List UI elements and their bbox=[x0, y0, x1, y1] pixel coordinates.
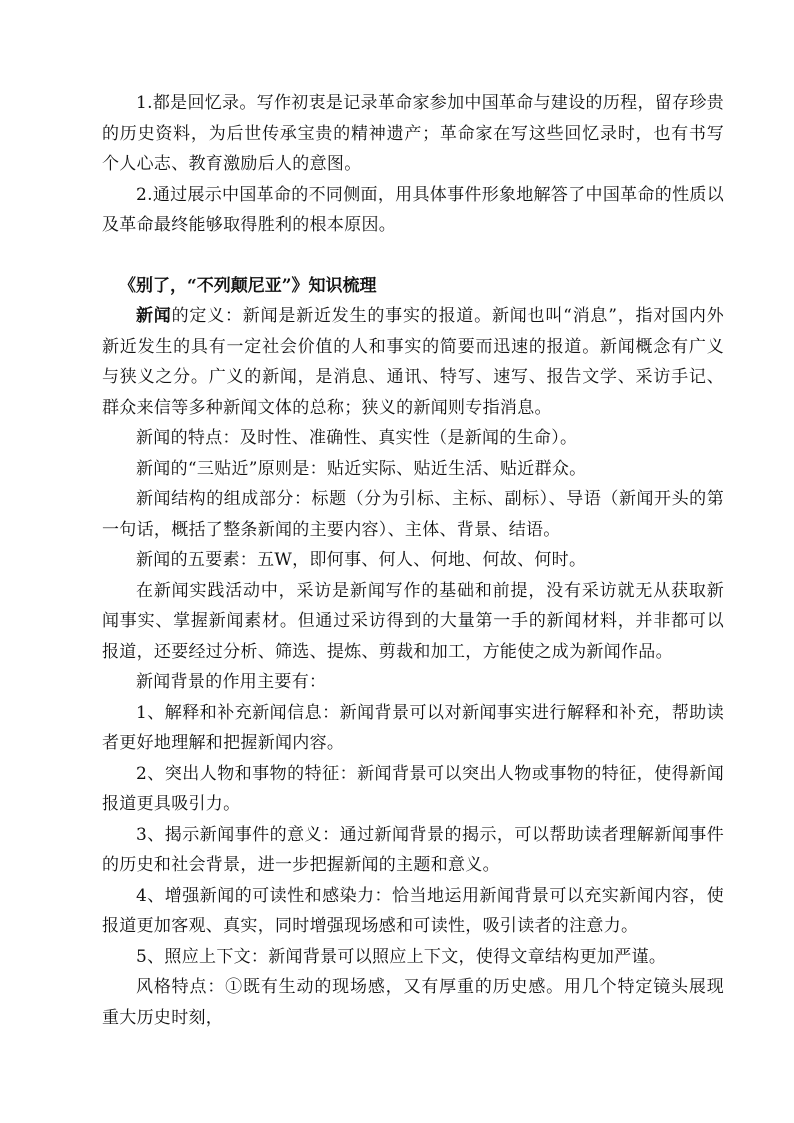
interview-paragraph: 在新闻实践活动中，采访是新闻写作的基础和前提，没有采访就无从获取新闻事实、掌握新闻素材。但通过采访得到的大量第一手的新闻材料，并非都可以报道，还要经过分析、筛选、提炼、剪裁和加工，方能使之成为新闻作品。 bbox=[102, 580, 724, 662]
news-definition-paragraph bbox=[102, 301, 724, 423]
news-definition-text: 的定义：新闻是新近发生的事实的报道。新闻也叫“消息”，指对国内外新近发生的具有一定社会价值的人和事实的简要而迅速的报道。新闻概念有广义与狭义之分。广义的新闻，是消息、通讯、特写、速写、报告文学、采访手记、群众来信等多种新闻文体的总称；狭义的新闻则专指消息。 bbox=[102, 306, 725, 418]
background-item-1: 1、解释和补充新闻信息：新闻背景可以对新闻事实进行解释和补充，帮助读者更好地理解和把握新闻内容。 bbox=[102, 702, 724, 753]
news-structure-paragraph: 新闻结构的组成部分：标题（分为引标、主标、副标）、导语（新闻开头的第一句话，概括了整条新闻的主要内容）、主体、背景、结语。 bbox=[102, 489, 724, 540]
news-traits-paragraph: 新闻的特点：及时性、准确性、真实性（是新闻的生命）。 bbox=[136, 428, 578, 448]
background-intro-paragraph: 新闻背景的作用主要有： bbox=[136, 672, 327, 692]
news-definition-term: 新闻 bbox=[136, 306, 172, 326]
background-item-4: 4、增强新闻的可读性和感染力：恰当地运用新闻背景可以充实新闻内容，使报道更加客观、真实，同时增强现场感和可读性，吸引读者的注意力。 bbox=[102, 885, 724, 936]
five-w-paragraph: 新闻的五要素：五W，即何事、何人、何地、何故、何时。 bbox=[136, 550, 587, 570]
background-item-3: 3、揭示新闻事件的意义：通过新闻背景的揭示，可以帮助读者理解新闻事件的历史和社会背景，进一步把握新闻的主题和意义。 bbox=[102, 824, 724, 875]
section-spacer bbox=[102, 241, 724, 271]
background-item-2: 2、突出人物和事物的特征：新闻背景可以突出人物或事物的特征，使得新闻报道更具吸引力。 bbox=[102, 763, 724, 814]
section-title: 《别了，“不列颠尼亚”》知识梳理 bbox=[119, 275, 377, 296]
three-close-paragraph: 新闻的“三贴近”原则是：贴近实际、贴近生活、贴近群众。 bbox=[136, 458, 587, 479]
style-paragraph: 风格特点：①既有生动的现场感，又有厚重的历史感。用几个特定镜头展现重大历史时刻， bbox=[102, 977, 724, 1028]
document-page bbox=[102, 88, 724, 1033]
background-item-5: 5、照应上下文：新闻背景可以照应上下文，使得文章结构更加严谨。 bbox=[136, 946, 667, 967]
intro-paragraph-2: 2.通过展示中国革命的不同侧面，用具体事件形象地解答了中国革命的性质以及革命最终能够取得胜利的根本原因。 bbox=[102, 184, 724, 235]
intro-paragraph-1: 1.都是回忆录。写作初衷是记录革命家参加中国革命与建设的历程，留存珍贵的历史资料，为后世传承宝贵的精神遗产；革命家在写这些回忆录时，也有书写个人心志、教育激励后人的意图。 bbox=[102, 93, 724, 174]
